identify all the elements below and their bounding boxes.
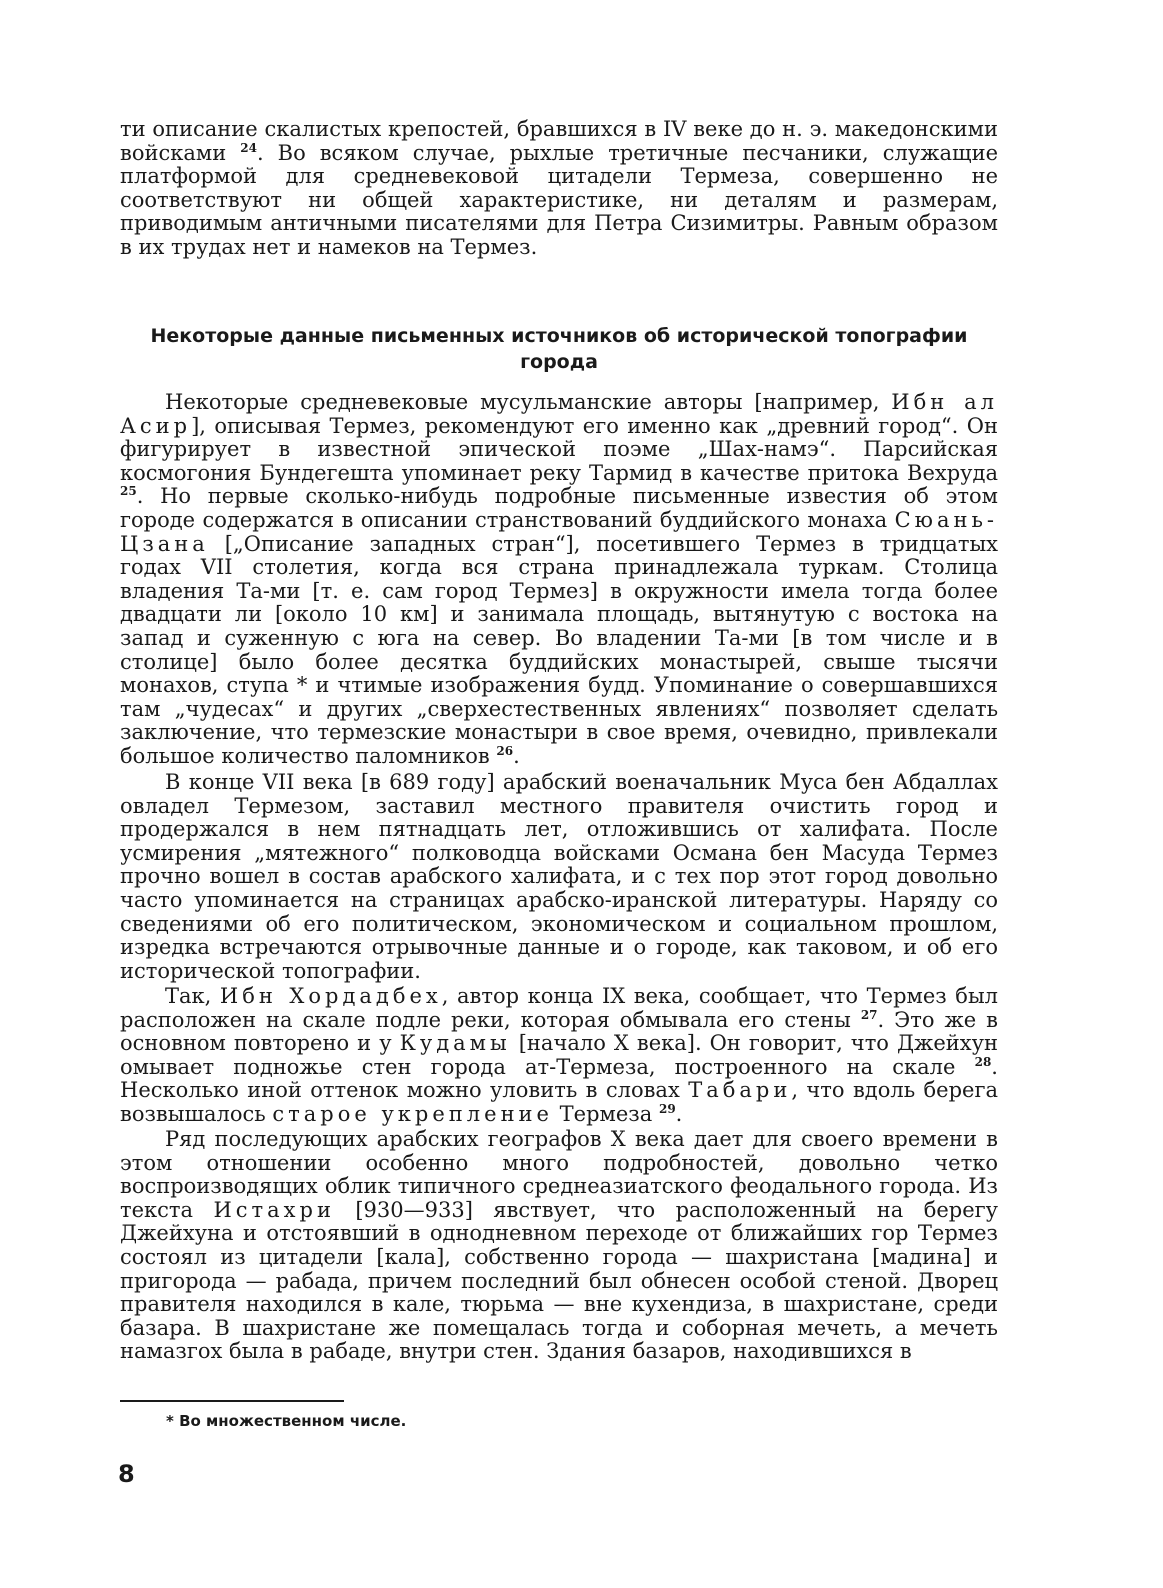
- footnote-divider: [120, 1400, 344, 1402]
- text-run: Ряд последующих арабских географов X века дает для своего времени в этом отношении особенно много подробностей, довольно четко воспроизводящих облик типичного среднеазиатского феодального города. Из текста: [120, 1127, 998, 1222]
- text-run: Так,: [165, 984, 220, 1008]
- footnote-ref: 24: [240, 140, 257, 155]
- page-number: 8: [118, 1460, 135, 1488]
- spaced-name: Ибн ал Асир: [120, 390, 998, 438]
- text-run: . Это же в основном повторено и у: [120, 1007, 998, 1056]
- spaced-name: Истахри: [213, 1197, 335, 1222]
- text-run: Термеза: [552, 1101, 653, 1126]
- section-heading: Некоторые данные письменных источников об исторической топографии города: [150, 325, 968, 373]
- text-run: [930—933] явствует, что расположенный на берегу Джейхуна и отстоявший в однодневном переходе от ближайших гор Термез состоял из цитадели [кала], собственно города — шахристана [мадина] и пригорода — рабада, причем последний был обнесен особой стеной. Дворец правителя находился в кале, тюрьма — вне кухендиза, в шахристане, среди базара. В шахристане же помещалась тогда и соборная мечеть, а мечеть намазгох была в рабаде, внутри стен. Здания базаров, находившихся в: [120, 1197, 998, 1364]
- text-run: ], описывая Термез, рекомендуют его именно как „древний город“. Он фигурирует в известной эпической поэме „Шах-намэ“. Парсийская космогония Бундегешта упоминает реку Тармид в качестве притока Вехруда: [120, 413, 998, 485]
- paragraph-4: [120, 1128, 998, 1364]
- footnote-ref: 28: [974, 1054, 992, 1069]
- paragraph-1: [120, 391, 998, 769]
- footnote-ref: 25: [120, 484, 137, 499]
- text-run: [„Описание западных стран“], посетившего Термез в тридцатых годах VII столетия, когда вся страна принадлежала туркам. Столица владения Та-ми [т. е. сам город Термез] в окружности имела тогда более двадцати ли [около 10 км] и занимала площадь, вытянутую с востока на запад и суженную с юга на север. Во владении Та-ми [в том числе и в столице] было более десятка буддийских монастырей, свыше тысячи монахов, ступа * и чтимые изображения будд. Упоминание о совершавшихся там „чудесах“ и других „сверхестественных явлениях“ позволяет сделать заключение, что термезские монастыри в свое время, очевидно, привлекали большое количество паломников: [120, 531, 998, 768]
- text-run: , что вдоль берега возвышалось: [120, 1078, 998, 1126]
- text-run: .: [675, 1101, 683, 1126]
- text-run: ти описание скалистых крепостей, бравшихся в IV веке до н. э. македонскими войсками: [120, 117, 998, 165]
- text-run: . Несколько иной оттенок можно уловить в словах: [120, 1054, 998, 1103]
- footnote-ref: 29: [658, 1101, 676, 1116]
- text-run: . Во всяком случае, рыхлые третичные песчаники, служащие платформой для средневековой цитадели Термеза, совершенно не соответствуют ни общей характеристике, ни деталям и размерам, приводимым античными писателями для Петра Сизимитры. Равным образом в их трудах нет и намеков на Термез.: [120, 140, 998, 259]
- spaced-name: Ибн Хордадбех: [219, 984, 442, 1008]
- text-run: Некоторые средневековые мусульманские авторы [например,: [165, 390, 892, 414]
- spaced-name: Кудамы: [399, 1031, 511, 1056]
- footnote-ref: 27: [860, 1007, 878, 1022]
- paragraph-3: [120, 985, 998, 1127]
- footnote-ref: 26: [496, 743, 514, 758]
- paragraph-continuation: [120, 118, 998, 260]
- spaced-name: Сюань-Цзана: [120, 507, 998, 556]
- spaced-phrase: старое укрепление: [272, 1101, 553, 1126]
- text-run: , автор конца IX века, сообщает, что Термез был расположен на скале подле реки, которая обмывала его стены: [120, 984, 998, 1032]
- spaced-name: Табари: [688, 1078, 792, 1103]
- text-run: [начало X века]. Он говорит, что Джейхун омывает подножье стен города ат-Термеза, построенного на скале: [120, 1031, 998, 1079]
- text-run: . Но первые сколько-нибудь подробные письменные известия об этом городе содержатся в описании странствований буддийского монаха: [120, 484, 998, 532]
- footnote: * Во множественном числе.: [166, 1412, 407, 1430]
- text-run: .: [513, 743, 520, 768]
- paragraph-2: В конце VII века [в 689 году] арабский военачальник Муса бен Абдаллах овладел Термезом, заставил местного правителя очистить город и продержался в нем пятнадцать лет, отложившись от халифата. После усмирения „мятежного“ полководца войсками Османа бен Масуда Термез прочно вошел в состав арабского халифата, и с тех пор этот город довольно часто упоминается на страницах арабско-иранской литературы. Наряду со сведениями об его политическом, экономическом и социальном прошлом, изредка встречаются отрывочные данные и о городе, как таковом, и об его исторической топографии.: [120, 770, 998, 983]
